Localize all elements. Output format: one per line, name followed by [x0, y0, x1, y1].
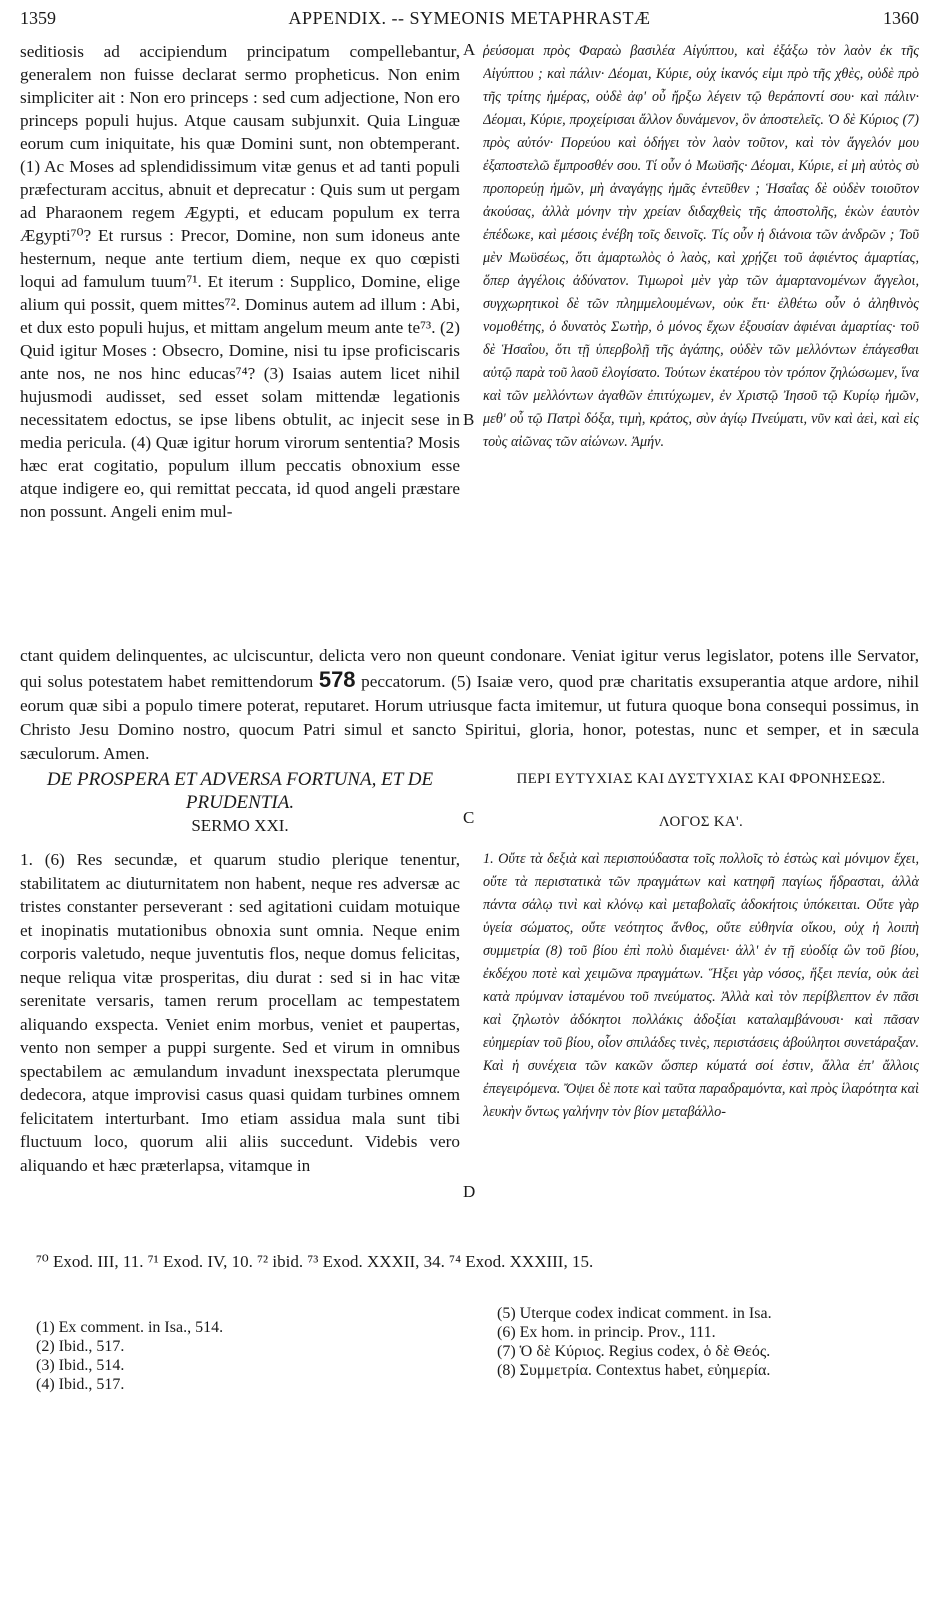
- greek-column-top: [483, 40, 919, 638]
- greek-text-bottom: 1. Οὔτε τὰ δεξιὰ καὶ περισπούδαστα τοῖς πολλοῖς τὸ ἑστὼς καὶ μόνιμον ἔχει, οὔτε τὰ περιστατικὰ τῶν πραγμάτων καὶ κατηφῆ παγίως ἥδρασται, ἀλλὰ πάντα σάλῳ τινὶ καὶ κλόνῳ καὶ μεταβολαῖς ἀδοκήτοις ὑπόκειται. Οὔτε γὰρ ὑγεία σώματος, οὔτε νεότητος ἄνθος, οὔτε εὐθηνία οἴκου, οὐχ ἡ λοιπὴ συμμετρία (8) τοῦ βίου ἐπὶ πολὺ διαμένει· ἀλλ' ἐν τῇ εὐοδίᾳ ὢν τοῦ βίου, ἐκδέχου ποτὲ καὶ χειμῶνα πραγμάτων. Ἥξει γὰρ νόσος, ἥξει πενία, οὐκ ἀεὶ κατὰ πρύμναν ἱσταμένου τοῦ πνεύματος. Ἀλλὰ καὶ τὸν περίβλεπτον ἐν πᾶσι καὶ ζηλωτὸν ἀδόκητοι πολλάκις ἀδοξίαι καταλαμβάνουσι· καὶ πᾶσαν εὐημερίαν τοῦ βίου, οἷον σπιλάδες τινὲς, περιστάσεις ἀβούλητοι συνετάραξαν. Καὶ ἡ συνέχεια τῶν κακῶν ὥσπερ κύματά σοί ἐστιν, ἄλλα ἐπ' ἄλλοις ἐπεγειρόμενα. Ὄψει δὲ ποτε καὶ ταῦτα παραδραμόντα, καὶ πρὸς ἱλαρότητα καὶ λευκὴν ὄντως γαλήνην τὸν βίον μεταβάλλο-: [483, 851, 919, 1120]
- footnotes-right: [497, 1304, 919, 1394]
- latin-column-top: [20, 40, 460, 638]
- margin-mark-c: C: [463, 808, 475, 827]
- footnote: (6) Ex hom. in princip. Prov., 111.: [497, 1324, 716, 1341]
- greek-column-bottom: [483, 848, 919, 1218]
- margin-mark-b: B: [463, 410, 475, 429]
- running-title: APPENDIX. -- SYMEONIS METAPHRASTÆ: [288, 8, 651, 28]
- greek-title-block: [483, 768, 919, 844]
- greek-sermon-title: ΠΕΡΙ ΕΥΤΥΧΙΑΣ ΚΑΙ ΔΥΣΤΥΧΙΑΣ ΚΑΙ ΦΡΟΝΗΣΕΩΣ.: [516, 771, 886, 787]
- footnote: (8) Συμμετρία. Contextus habet, εὐημερία.: [497, 1362, 771, 1379]
- footnote: (4) Ibid., 517.: [36, 1376, 125, 1393]
- scripture-references: [36, 1250, 919, 1278]
- latin-sermon-title: DE PROSPERA ET ADVERSA FORTUNA, ET DE PRUDENTIA.: [46, 769, 434, 813]
- greek-sermon-number: ΛΟΓΟΣ ΚΑ'.: [658, 814, 744, 830]
- latin-continuation-end: peccatorum. (5) Isaiæ vero, quod præ charitatis exsuperantia atque ardore, nihil eorum quæ sibi a populo timere poterat, reputaret. Horum utriusque facta imitemur, ut futura quoque bona consequi possimus, in Christo Jesu Domino nostro, quocum Patri simul et sancto Spiritui, gloria, honor, potestas, nunc et semper, et in sæcula sæculorum. Amen.: [20, 672, 919, 762]
- latin-column-bottom: [20, 848, 460, 1218]
- footnote: (3) Ibid., 514.: [36, 1357, 125, 1374]
- scripture-reference-line: ⁷⁰ Exod. III, 11. ⁷¹ Exod. IV, 10. ⁷² ibid. ⁷³ Exod. XXXII, 34. ⁷⁴ Exod. XXXIII, 15.: [36, 1252, 594, 1271]
- footnote: (1) Ex comment. in Isa., 514.: [36, 1319, 224, 1336]
- footnotes-left: [36, 1318, 456, 1408]
- greek-text-top: ῥεύσομαι πρὸς Φαραὼ βασιλέα Αἰγύπτου, καὶ ἐξάξω τὸν λαὸν ἐκ τῆς Αἰγύπτου ; καὶ πάλιν· Δέομαι, Κύριε, οὐχ ἱκανός εἰμι πρὸ τῆς χθὲς, οὐδὲ πρὸ τῆς τρίτης ἡμέρας, οὐδὲ ἀφ' οὗ ἤρξω λέγειν τῷ θεράποντί σου· καὶ πάλιν· Δέομαι, Κύριε, προχείρισαι ἄλλον δυνάμενον, ὃν ἀποστελεῖς. Ὁ δὲ Κύριος (7) πρὸς αὐτόν· Πορεύου καὶ ὁδήγει τὸν λαὸν τοῦτον, καὶ τὸν ἄγγελόν μου ἐξαποστελῶ ἔμπροσθέν σου. Τί οὖν ὁ Μωϋσῆς· Δέομαι, Κύριε, εἰ μὴ αὐτὸς σὺ προπορεύῃ ἡμῶν, μὴ ἀναγάγῃς ἡμᾶς ἐντεῦθεν ; Ἡσαΐας δὲ οὐδὲν τοιοῦτον ἀκούσας, ἀλλὰ μόνην τὴν χρείαν διδαχθεὶς τῆς ἀποστολῆς, ἑκὼν ἑαυτὸν ἐπέδωκε, καὶ μέσοις ἐνέβη τοῖς δεινοῖς. Τίς οὖν ἡ διάνοια τῶν ἀνδρῶν ; Τοῦ μὲν Μωϋσέως, ὅτι ἁμαρτωλὸς ὁ λαὸς, καὶ χρῄζει τοῦ ἀφιέντος ἁμαρτίας, ὅπερ ἀγγέλοις ἀδύνατον. Τιμωροὶ μὲν γὰρ τῶν ἁμαρτανομένων ἄγγελοι, συγχωρητικοὶ δὲ τῶν πλημμελουμένων, οὐκ ἔτι· ἐλθέτω οὖν ὁ ἀληθινὸς νομοθέτης, ὁ δυνατὸς Σωτὴρ, ὁ μόνος ἔχων ἐξουσίαν ἀφιέναι ἁμαρτίας· τοῦ δὲ Ἡσαΐου, ὅτι τῇ ὑπερβολῇ τῆς ἀγάπης, οὐδὲν τῶν μελλόντων ἐπάγεσθαι αὐτῷ παρὰ τοῦ λαοῦ ἐλογίσατο. Τούτων ἑκατέρου τὸν τρόπον ζηλώσωμεν, ἵνα καὶ τῶν μελλόντων ἀγαθῶν ἐπιτύχωμεν, ἐν Χριστῷ Ἰησοῦ τῷ Κυρίῳ ἡμῶν, μεθ' οὗ τῷ Πατρὶ δόξα, τιμὴ, κράτος, σὺν ἁγίῳ Πνεύματι, νῦν καὶ ἀεὶ, καὶ εἰς τοὺς αἰῶνας τῶν αἰώνων. Ἀμήν.: [483, 43, 919, 450]
- page-number-left: 1359: [20, 8, 56, 28]
- latin-full-width: [20, 644, 919, 762]
- page-number-right: 1360: [883, 8, 919, 28]
- footnote: (5) Uterque codex indicat comment. in Isa.: [497, 1305, 772, 1322]
- running-header: [20, 8, 919, 32]
- latin-title-block: [20, 768, 460, 844]
- latin-text-bottom: 1. (6) Res secundæ, et quarum studio plerique tenentur, stabilitatem ac diuturnitatem non habent, neque res adversæ ac tristes constanter perseverant : sed agitationi cuidam motuique et inopinatis mutationibus obnoxia sunt omnia. Neque enim corporis valetudo, neque juventutis flos, neque domus felicitas, neque reliqua vitæ prosperitas, diu durat : sed si in hac vitæ serenitate versaris, tamen rerum procellam ac tempestatem aliquando exspecta. Veniet enim morbus, veniet et paupertas, vento non semper a puppi surgente. Sed et virum in omnibus spectabilem ac æmulandum invadunt inexspectata plerumque dedecora, atque improvisi casus quasi quidam turbines omnem felicitatem interturbant. Imo etiam assidua mala sunt tibi fluctuum loco, quorum alii aliis succedunt. Videbis vero aliquando et hæc præterlapsa, vitamque in: [20, 850, 460, 1175]
- footnote: (7) Ὁ δὲ Κύριος. Regius codex, ὁ δὲ Θεός.: [497, 1343, 771, 1360]
- footnote: (2) Ibid., 517.: [36, 1338, 125, 1355]
- column-number: 578: [318, 667, 356, 692]
- latin-continuation: ctant quidem delinquentes, ac ulciscuntur, delicta vero non queunt condonare. Veniat igitur verus legislator, potens ille Servator, qui solus potestatem habet remittendorum: [20, 646, 919, 691]
- margin-mark-d: D: [463, 1182, 476, 1201]
- margin-mark-a: A: [463, 40, 476, 59]
- latin-sermon-number: SERMO XXI.: [191, 816, 289, 835]
- latin-text-top: seditiosis ad accipiendum principatum compellebantur, generalem non fuisse declarat sermo propheticus. Non enim simpliciter ait : Non ero princeps : sed cum adjectione, Non ero princeps populi hujus. Atque causam subjunxit. Quia Linguæ eorum cum iniquitate, his quæ Domini sunt, non obtemperant. (1) Ac Moses ad splendidissimum vitæ genus et ad tanti populi præfecturam accitus, abnuit et deprecatur : Quis sum ut pergam ad Pharaonem regem Ægypti, et educam populum ex terra Ægypti⁷⁰? Et rursus : Precor, Domine, non sum idoneus ante hesternum, neque ante tertium diem, neque ex quo cœpisti loqui ad famulum tuum⁷¹. Et iterum : Supplico, Domine, elige alium qui possit, quem mittes⁷². Dominus autem ad illum : Abi, et dux esto populi hujus, et mittam angelum meum ante te⁷³. (2) Quid igitur Moses : Obsecro, Domine, nisi tu ipse proficiscaris ante nos, ne nos hinc educas⁷⁴? (3) Isaias autem licet nihil hujusmodi audisset, sed esset solam mittendæ legationis necessitatem edoctus, se ipse libens obtulit, ac injecit sese in media pericula. (4) Quæ igitur horum virorum sententia? Mosis hæc erat cogitatio, populum illum peccatis obnoxium esse atque indigere eo, qui remittat peccata, id quod angeli præstare non possunt. Angeli enim mul-: [20, 42, 460, 521]
